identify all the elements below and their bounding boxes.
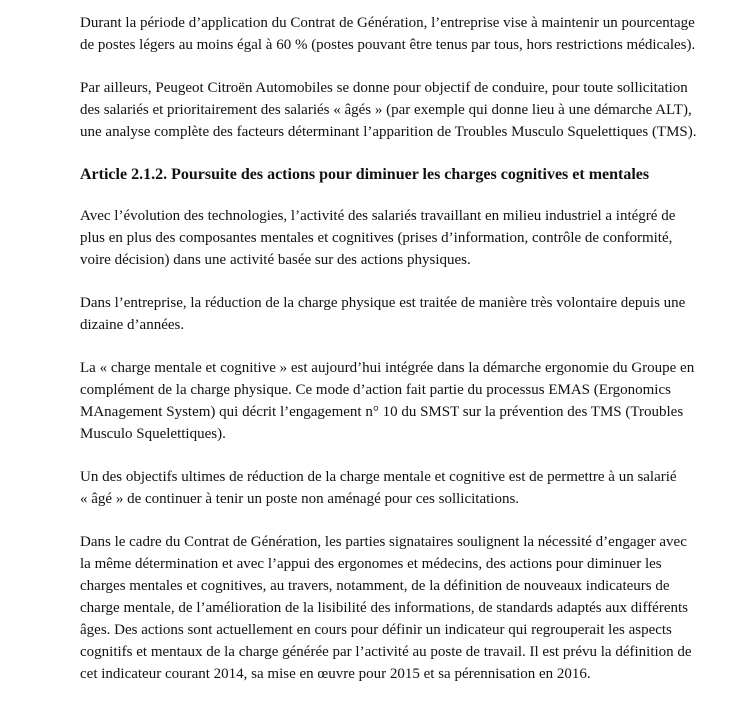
- text-line: âges. Des actions sont actuellement en cours pour définir un indicateur qui regrouperait les aspects: [80, 622, 672, 638]
- text-line: Un des objectifs ultimes de réduction de la charge mentale et cognitive est de permettre à un salarié: [80, 469, 677, 485]
- text-line: la même détermination et avec l’appui des ergonomes et médecins, des actions pour diminuer les: [80, 556, 662, 572]
- paragraph: [80, 531, 692, 685]
- text-line: des salariés et prioritairement des salariés « âgés » (par exemple qui donne lieu à une démarche ALT),: [80, 102, 692, 118]
- text-line: Musculo Squelettiques).: [80, 426, 226, 442]
- paragraphs-top: [80, 12, 697, 143]
- text-line: cet indicateur courant 2014, sa mise en œuvre pour 2015 et sa pérennisation en 2016.: [80, 666, 591, 682]
- paragraph: [80, 12, 696, 56]
- text-line: La « charge mentale et cognitive » est aujourd’hui intégrée dans la démarche ergonomie du Groupe en: [80, 360, 695, 376]
- text-line: de postes légers au moins égal à 60 % (postes pouvant être tenus par tous, hors restrictions médicales).: [80, 37, 696, 53]
- paragraph: [80, 357, 695, 445]
- paragraph: [80, 292, 686, 336]
- text-line: charges mentales et cognitives, au travers, notamment, de la définition de nouveaux indicateurs de: [80, 578, 670, 594]
- document-page: [80, 12, 697, 706]
- text-line: plus en plus des composantes mentales et cognitives (prises d’information, contrôle de conformité,: [80, 230, 673, 246]
- text-line: charge mentale, de l’amélioration de la lisibilité des informations, de standards adaptés aux différents: [80, 600, 688, 616]
- text-line: dizaine d’années.: [80, 317, 185, 333]
- article-heading: Article 2.1.2. Poursuite des actions pour diminuer les charges cognitives et mentales: [80, 166, 650, 183]
- text-line: complément de la charge physique. Ce mode d’action fait partie du processus EMAS (Ergonomics: [80, 382, 671, 398]
- text-line: cognitifs et mentaux de la charge générée par l’activité au poste de travail. Il est prévu la définition de: [80, 644, 692, 660]
- text-line: Durant la période d’application du Contrat de Génération, l’entreprise vise à maintenir un pourcentage: [80, 15, 695, 31]
- text-line: voire décision) dans une activité basée sur des actions physiques.: [80, 252, 471, 268]
- text-line: MAnagement System) qui décrit l’engagement n° 10 du SMST sur la prévention des TMS (Troubles: [80, 404, 684, 420]
- text-line: Dans l’entreprise, la réduction de la charge physique est traitée de manière très volontaire depuis une: [80, 295, 686, 311]
- paragraphs-bottom: [80, 205, 695, 685]
- text-line: Avec l’évolution des technologies, l’activité des salariés travaillant en milieu industriel a intégré de: [80, 208, 676, 224]
- paragraph: [80, 205, 676, 271]
- text-line: Par ailleurs, Peugeot Citroën Automobiles se donne pour objectif de conduire, pour toute sollicitation: [80, 80, 688, 96]
- text-line: une analyse complète des facteurs déterminant l’apparition de Troubles Musculo Squelettiques (TMS).: [80, 124, 697, 140]
- text-line: Dans le cadre du Contrat de Génération, les parties signataires soulignent la nécessité d’engager avec: [80, 534, 687, 550]
- text-line: « âgé » de continuer à tenir un poste non aménagé pour ces sollicitations.: [80, 491, 520, 507]
- paragraph: [80, 466, 677, 510]
- paragraph: [80, 77, 697, 143]
